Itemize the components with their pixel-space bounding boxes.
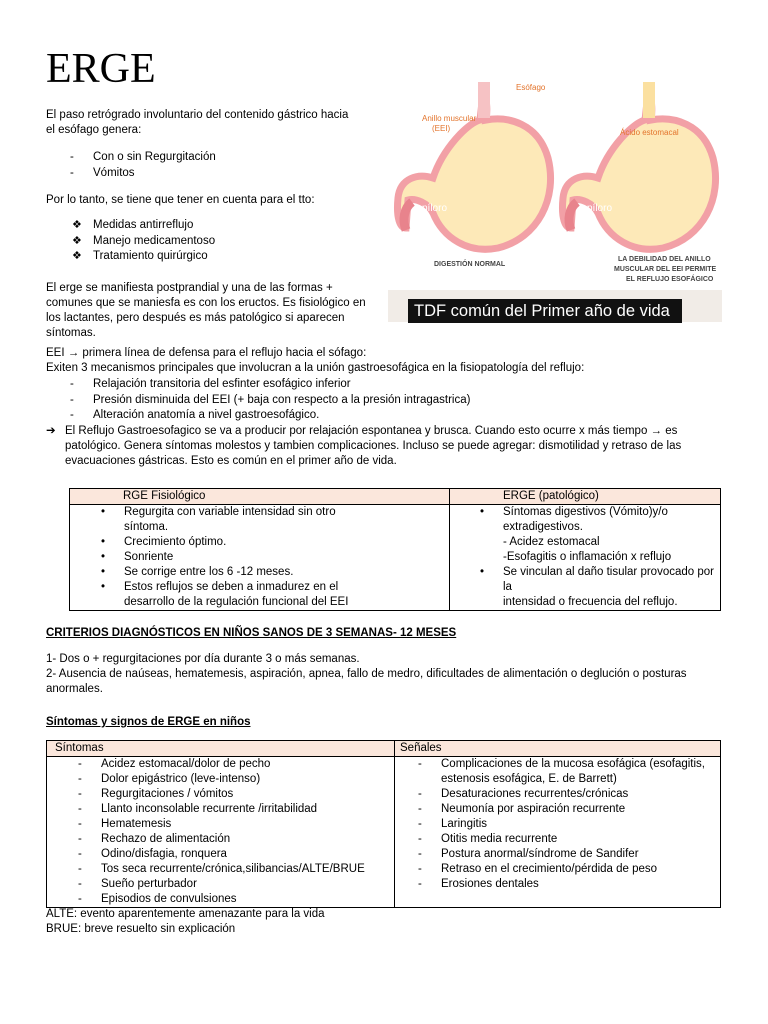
list-item: - Rechazo de alimentación [78, 833, 231, 845]
list-item: - Relajación transitoria del esfinter esofágico inferior [70, 378, 351, 390]
criterios-heading: CRITERIOS DIAGNÓSTICOS EN NIÑOS SANOS DE 3 SEMANAS- 12 MESES [46, 627, 457, 639]
list-item: - Odino/disfagia, ronquera [78, 848, 227, 860]
list-item: ❖ Manejo medicamentoso [93, 234, 215, 250]
label-debilidad: LA DEBILIDAD DEL ANILLO [618, 256, 711, 263]
list-item: - Laringitis [418, 818, 488, 830]
stomach-figure [388, 78, 722, 322]
list-item: - Complicaciones de la mucosa esofágica (esofagitis, estenosis esofágica, E. de Barrett) [418, 758, 705, 785]
tto-list [72, 218, 216, 265]
stomach-illustration [388, 78, 722, 322]
stomach-normal-icon [397, 82, 550, 249]
sintomas-heading: Síntomas y signos de ERGE en niños [46, 716, 251, 728]
list-item: ❖ Tratamiento quirúrgico [93, 249, 215, 265]
sintomas-table [46, 740, 721, 908]
table-header: RGE Fisiológico [70, 489, 450, 505]
sintomas-list [78, 757, 394, 907]
list-item: - Vómitos [70, 166, 135, 179]
label-debilidad: MUSCULAR DEL EEI PERMITE [614, 266, 717, 273]
label-piloro: píloro [587, 203, 613, 214]
list-item: - Sueño perturbador [78, 878, 197, 890]
list-item: - Desaturaciones recurrentes/crónicas [418, 788, 629, 800]
list-item: - Retraso en el crecimiento/pérdida de peso [418, 863, 658, 875]
tto-lead: Por lo tanto, se tiene que tener en cuenta para el tto: [46, 194, 315, 206]
table-row [70, 505, 721, 611]
mech-list [70, 377, 471, 424]
rge-list [101, 505, 449, 610]
eei-line: EEI → primera línea de defensa para el reflujo hacia el sófago: [46, 347, 367, 359]
label-esofago: Esófago [516, 83, 546, 92]
page-title: ERGE [46, 46, 156, 92]
list-item: - Alteración anatomía a nivel gastroesofágico. [70, 409, 320, 421]
table-header: ERGE (patológico) [450, 489, 721, 505]
label-eei: (EEI) [432, 124, 451, 133]
label-normal: DIGESTIÓN NORMAL [434, 261, 506, 268]
list-item: - Acidez estomacal/dolor de pecho [78, 758, 271, 770]
list-item: - Episodios de convulsiones [78, 893, 237, 905]
list-item: - Neumonía por aspiración recurrente [418, 803, 626, 815]
rge-table [69, 488, 721, 611]
label-acido: Ácido estomacal [620, 128, 679, 137]
intro-line: el esófago genera: [46, 124, 142, 136]
list-item: - Postura anormal/síndrome de Sandifer [418, 848, 639, 860]
list-item: • Síntomas digestivos (Vómito)y/o extradigestivos. - Acidez estomacal -Esofagitis o inflamación x reflujo [480, 506, 672, 563]
list-item: - Otitis media recurrente [418, 833, 558, 845]
footnote-alte: ALTE: evento aparentemente amenazante para la vida [46, 908, 325, 920]
label-anillo: Anillo muscular [422, 114, 477, 123]
list-item: • Se corrige entre los 6 -12 meses. [101, 566, 294, 578]
erge-paragraph: El erge se manifiesta postprandial y una de las formas + comunes que se maniesfa es con los eructos. Es fisiológico en los lactantes, pero después es más patológico si aparecen síntomas. [46, 282, 366, 339]
list-item: - Presión disminuida del EEI (+ baja con respecto a la presión intragastrica) [70, 393, 471, 406]
intro-paragraph [46, 108, 376, 138]
senales-list [418, 757, 720, 892]
reflujo-paragraph: El Reflujo Gastroesofagico se va a producir por relajación espontanea y brusca. Cuando esto ocurre x más tiempo → es patológico. Genera síntomas molestos y tambien complicaciones. Incluso se puede agregar: dismotilidad y retraso de las evacuaciones gástricas. Esto es común en el primer año de vida. [65, 425, 682, 467]
table-header: Señales [395, 741, 721, 757]
list-item: - Tos seca recurrente/crónica,silibancias/ALTE/BRUE [78, 863, 365, 875]
table-header: Síntomas [47, 741, 395, 757]
figure-banner: TDF común del Primer año de vida [408, 299, 682, 323]
diamond-bullet-icon: ❖ [72, 234, 82, 247]
erge-list [480, 505, 720, 610]
diamond-bullet-icon: ❖ [72, 219, 82, 231]
table-header-row [70, 489, 721, 505]
intro-list [70, 150, 216, 181]
list-item: - Regurgitaciones / vómitos [78, 788, 234, 800]
label-piloro: píloro [422, 203, 448, 214]
list-item: - Llanto inconsolable recurrente /irritabilidad [78, 803, 318, 815]
list-item: • Se vinculan al daño tisular provocado por la intensidad o frecuencia del reflujo. [480, 566, 714, 608]
diamond-bullet-icon: ❖ [72, 250, 82, 262]
list-item: • Estos reflujos se deben a inmadurez en el desarrollo de la regulación funcional del EEI [101, 581, 349, 608]
list-item: • Sonriente [101, 551, 174, 563]
footnote-brue: BRUE: breve resuelto sin explicación [46, 923, 236, 935]
list-item: ❖ Medidas antirreflujo [93, 218, 215, 234]
list-item: - Erosiones dentales [418, 878, 539, 890]
table-header-row [47, 741, 721, 757]
table-row [47, 757, 721, 908]
list-item: - Hematemesis [78, 818, 172, 830]
list-item: - Dolor epigástrico (leve-intenso) [78, 773, 261, 785]
mech-lead: Exiten 3 mecanismos principales que involucran a la unión gastroesofágica en la fisiopatología del reflujo: [46, 362, 585, 374]
list-item: • Crecimiento óptimo. [101, 536, 227, 548]
criterios-body: 1- Dos o + regurgitaciones por día durante 3 o más semanas. 2- Ausencia de naúseas, hematemesis, aspiración, apnea, fallo de medro, dificultades de alimentación o deglución o posturas anormales. [46, 653, 687, 695]
stomach-reflux-icon [562, 82, 715, 249]
list-item: - Con o sin Regurgitación [70, 151, 216, 163]
list-item: • Regurgita con variable intensidad sin otro síntoma. [101, 506, 336, 533]
label-debilidad: EL REFLUJO ESOFÁGICO [626, 276, 714, 283]
intro-line: El paso retrógrado involuntario del contenido gástrico hacia [46, 109, 349, 121]
arrow-bullet-icon: ➔ [46, 425, 56, 437]
